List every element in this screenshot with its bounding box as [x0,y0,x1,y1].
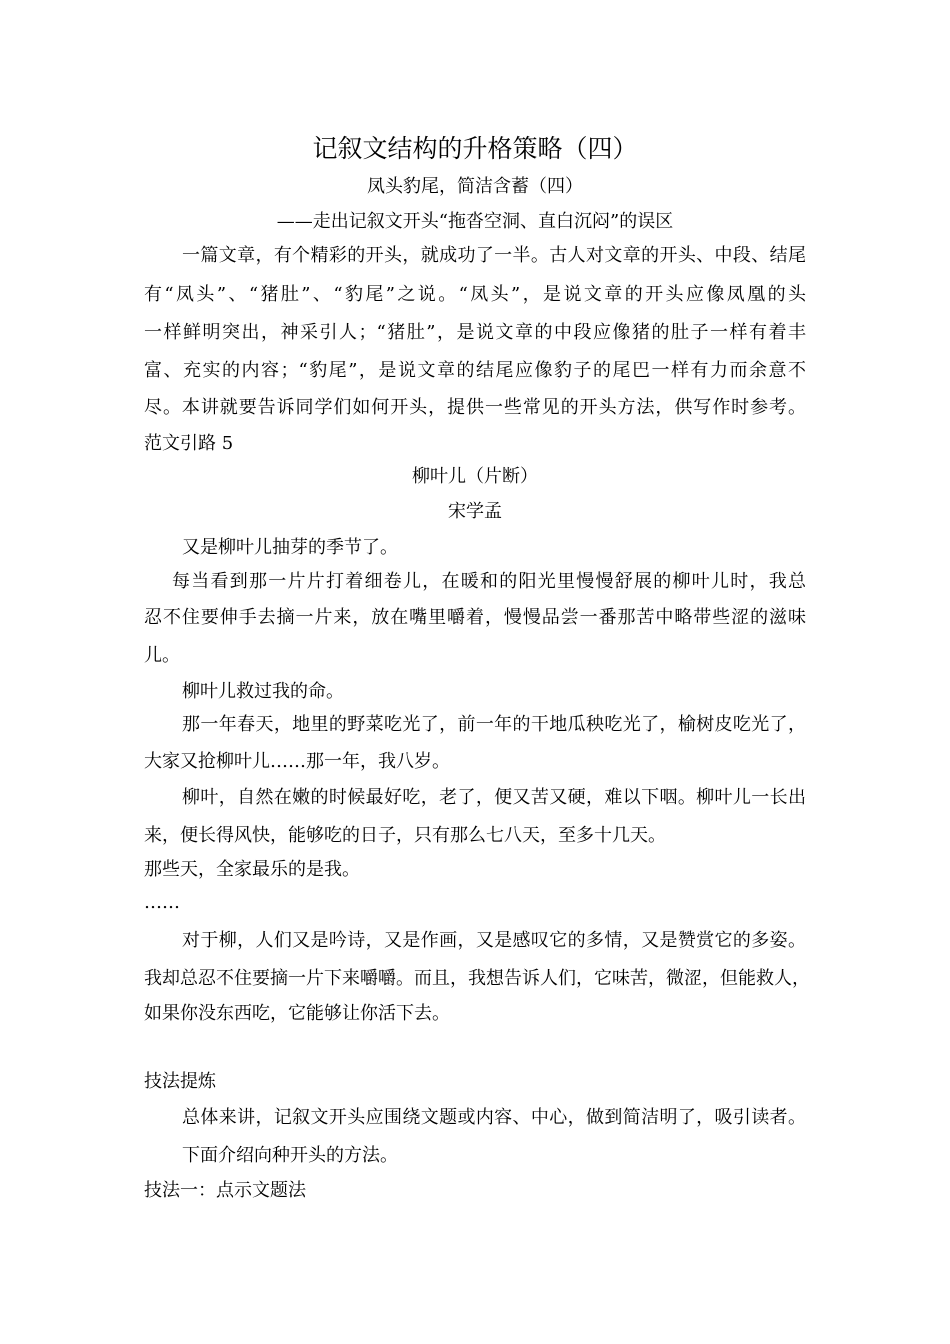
page-title: 记叙文结构的升格策略（四） [312,134,638,163]
technique-paragraph: 总体来讲，记叙文开头应围绕文题或内容、中心，做到简洁明了，吸引读者。 [182,1107,806,1128]
essay-paragraph: 又是柳叶儿抽芽的季节了。 [182,537,398,558]
intro-line: 尽。本讲就要告诉同学们如何开头，提供一些常见的开头方法，供写作时参考。 [144,397,806,418]
intro-line: 一篇文章，有个精彩的开头，就成功了一半。古人对文章的开头、中段、结尾 [182,245,806,266]
essay-line: 来，便长得风快，能够吃的日子，只有那么七八天，至多十几天。 [144,825,666,846]
subtitle: 凤头豹尾，简洁含蓄（四） [367,176,583,197]
example-heading: 范文引路 5 [144,433,234,454]
essay-line: 那一年春天，地里的野菜吃光了，前一年的干地瓜秧吃光了，榆树皮吃光了， [182,714,806,735]
essay-line: 柳叶，自然在嫩的时候最好吃，老了，便又苦又硬，难以下咽。柳叶儿一长出 [182,787,806,808]
essay-title: 柳叶儿（片断） [412,466,538,487]
essay-author: 宋学孟 [448,501,502,522]
technique-paragraph: 下面介绍向种开头的方法。 [182,1145,398,1166]
essay-line: 忍不住要伸手去摘一片来，放在嘴里嚼着，慢慢品尝一番那苦中略带些涩的滋味 [144,607,806,628]
intro-line: 富、充实的内容；“豹尾”，是说文章的结尾应像豹子的尾巴一样有力而余意不 [144,360,806,381]
technique-heading: 技法提炼 [144,1071,216,1092]
intro-line: 一样鲜明突出，神采引人；“猪肚”，是说文章的中段应像猪的肚子一样有着丰 [144,322,806,343]
essay-paragraph: 那些天，全家最乐的是我。 [144,859,360,880]
essay-line: 对于柳，人们又是吟诗，又是作画，又是感叹它的多情，又是赞赏它的多姿。 [182,930,806,951]
essay-line: 如果你没东西吃，它能够让你活下去。 [144,1003,450,1024]
method-heading: 技法一：点示文题法 [144,1180,306,1201]
essay-line: 每当看到那一片片打着细卷儿，在暖和的阳光里慢慢舒展的柳叶儿时，我总 [172,571,806,592]
subtitle-2: ——走出记叙文开头“拖沓空洞、直白沉闷”的误区 [276,211,674,232]
intro-line: 有“凤头”、“猪肚”、“豹尾”之说。“凤头”，是说文章的开头应像凤凰的头 [144,284,806,305]
essay-paragraph: 柳叶儿救过我的命。 [182,681,344,702]
ellipsis: …… [144,892,180,913]
essay-line: 儿。 [144,645,180,666]
essay-line: 我却总忍不住要摘一片下来嚼嚼。而且，我想告诉人们，它味苦，微涩，但能救人， [144,968,810,989]
essay-line: 大家又抢柳叶儿……那一年，我八岁。 [144,751,450,772]
